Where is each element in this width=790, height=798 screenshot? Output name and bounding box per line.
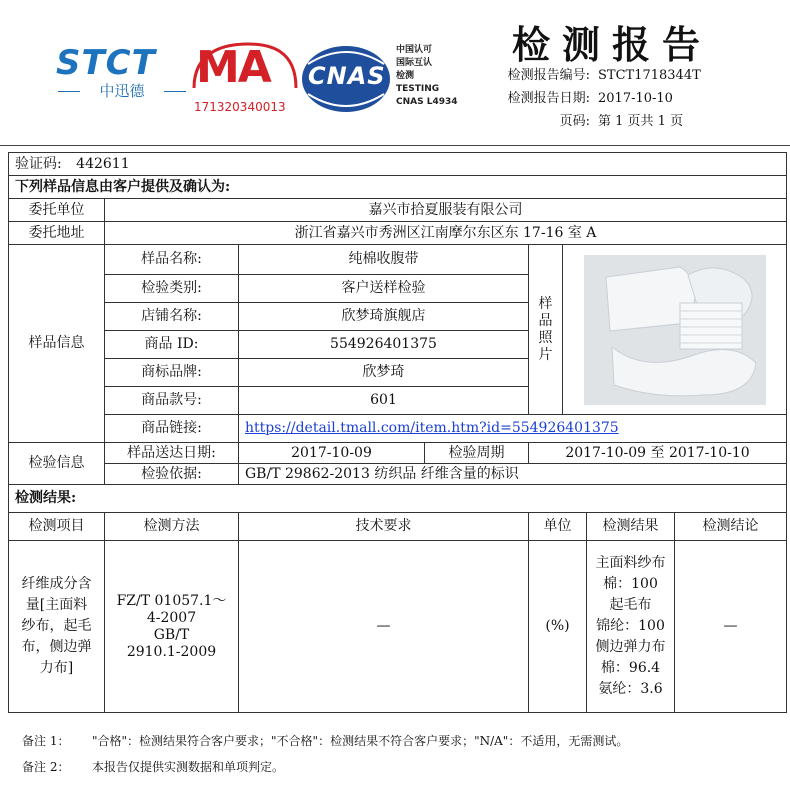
client-unit-label: 委托单位 [9,199,105,222]
result-method-line: GB/T [153,626,190,643]
note1-text: "合格"：检测结果符合客户要求；"不合格"：检测结果不符合客户要求；"N/A"：不适用，无需测试。 [92,734,629,748]
sample-link-label: 商品链接: [105,415,239,443]
period-value: 2017-10-09 至 2017-10-10 [529,443,787,464]
arrival-label: 样品送达日期: [105,443,239,464]
result-value-line: 起毛布 [609,597,652,613]
result-conclusion: — [675,541,787,713]
result-method-line: 2910.1-2009 [126,643,217,660]
sample-row-value: 欣梦琦旗舰店 [239,303,529,331]
stct-logo-text: STCT [56,43,156,83]
report-header [0,0,790,146]
result-item-line: 纱布，起毛 [21,618,92,634]
sample-row-label: 商标品牌: [105,359,239,387]
verify-row [9,153,787,176]
report-table [8,152,787,713]
cnas-logo [300,44,392,114]
note2-text: 本报告仅提供实测数据和单项判定。 [92,760,285,774]
cnas-info-line: 检测 [396,71,415,81]
period-label: 检验周期 [425,443,529,464]
sample-row-value: 554926401375 [239,331,529,359]
sample-photo-label-char: 样 [538,295,553,312]
report-no-label: 检测报告编号: [507,68,590,83]
sample-row-value: 601 [239,387,529,415]
report-no: STCT1718344T [598,68,701,83]
result-item-line: 纤维成分含 [21,576,92,592]
cnas-mark: CNAS [308,62,386,90]
result-value-line: 锦纶：100 [596,618,665,634]
sample-row-value: 欣梦琦 [239,359,529,387]
verify-label: 验证码: [15,155,62,172]
arrival-date: 2017-10-09 [239,443,425,464]
report-notes [22,728,628,780]
note2-label: 备注 2： [22,760,70,774]
result-value-line: 氨纶：3.6 [598,681,663,697]
sample-photo-label [529,245,563,415]
result-method [105,541,239,713]
client-notice: 下列样品信息由客户提供及确认为: [9,176,787,199]
sample-photo-label-char: 片 [538,346,553,363]
result-method-line: 4-2007 [146,609,197,626]
result-value-line: 主面料纱布 [595,555,666,571]
sample-group-label: 样品信息 [9,245,105,443]
page-label: 页码: [559,114,590,129]
cma-logo [190,42,300,118]
results-col-requirement: 技术要求 [239,513,529,541]
results-col-unit: 单位 [529,513,587,541]
result-requirement: — [239,541,529,713]
sample-row-label: 样品名称: [105,245,239,275]
cnas-info-line: CNAS L4934 [396,97,458,107]
inspection-group-label: 检验信息 [9,443,105,485]
sample-row-value: 纯棉收腹带 [239,245,529,275]
note1-label: 备注 1： [22,734,70,748]
sample-row-label: 商品 ID: [105,331,239,359]
results-col-item: 检测项目 [9,513,105,541]
result-item-line: 布，侧边弹 [21,639,92,655]
result-item [9,541,105,713]
sample-row-value: 客户送样检验 [239,275,529,303]
sample-photo-label-char: 照 [538,329,553,346]
sample-photo-label-text [532,296,559,364]
result-method-line: FZ/T 01057.1～ [116,592,227,609]
report-date-label: 检测报告日期: [507,91,590,106]
verify-code: 442611 [76,155,130,172]
stct-logo-subtitle: 中迅德 [56,82,188,100]
report-date: 2017-10-10 [598,91,673,106]
basis-value: GB/T 29862-2013 纺织品 纤维含量的标识 [239,464,787,485]
sample-row-label: 检验类别: [105,275,239,303]
results-col-method: 检测方法 [105,513,239,541]
result-unit: (%) [529,541,587,713]
cnas-info-line: 国际互认 [396,58,433,68]
client-unit: 嘉兴市拾夏服装有限公司 [105,199,787,222]
results-heading: 检测结果: [9,485,787,513]
sample-row-label: 店铺名称: [105,303,239,331]
cma-mark: MA [196,42,270,93]
sample-photo-cell [563,245,787,415]
results-col-result: 检测结果 [587,513,675,541]
waist-belt-image-icon [584,255,766,405]
report-title: 检测报告 [512,22,713,67]
basis-label: 检验依据: [105,464,239,485]
report-meta [478,64,701,133]
client-addr-label: 委托地址 [9,222,105,245]
sample-link[interactable]: https://detail.tmall.com/item.htm?id=554926401375 [245,420,619,436]
sample-photo [584,255,766,405]
client-addr: 浙江省嘉兴市秀洲区江南摩尔东区东 17-16 室 A [105,222,787,245]
results-col-conclusion: 检测结论 [675,513,787,541]
cnas-info-line: 中国认可 [396,45,433,55]
sample-row-label: 商品款号: [105,387,239,415]
result-item-line: 量[主面料 [25,597,88,613]
cnas-info [396,44,458,109]
header-divider [0,145,790,146]
cma-number: 171320340013 [194,100,286,114]
page-value: 第 1 页共 1 页 [598,114,684,129]
result-item-line: 力布] [39,660,74,676]
stct-logo [56,44,188,104]
result-value-line: 棉：96.4 [600,660,661,676]
result-value-line: 侧边弹力布 [595,639,666,655]
result-values [587,541,675,713]
sample-link-cell [239,415,787,443]
result-value-line: 棉：100 [603,576,658,592]
cnas-info-line: TESTING [396,84,440,94]
sample-photo-label-char: 品 [538,312,553,329]
